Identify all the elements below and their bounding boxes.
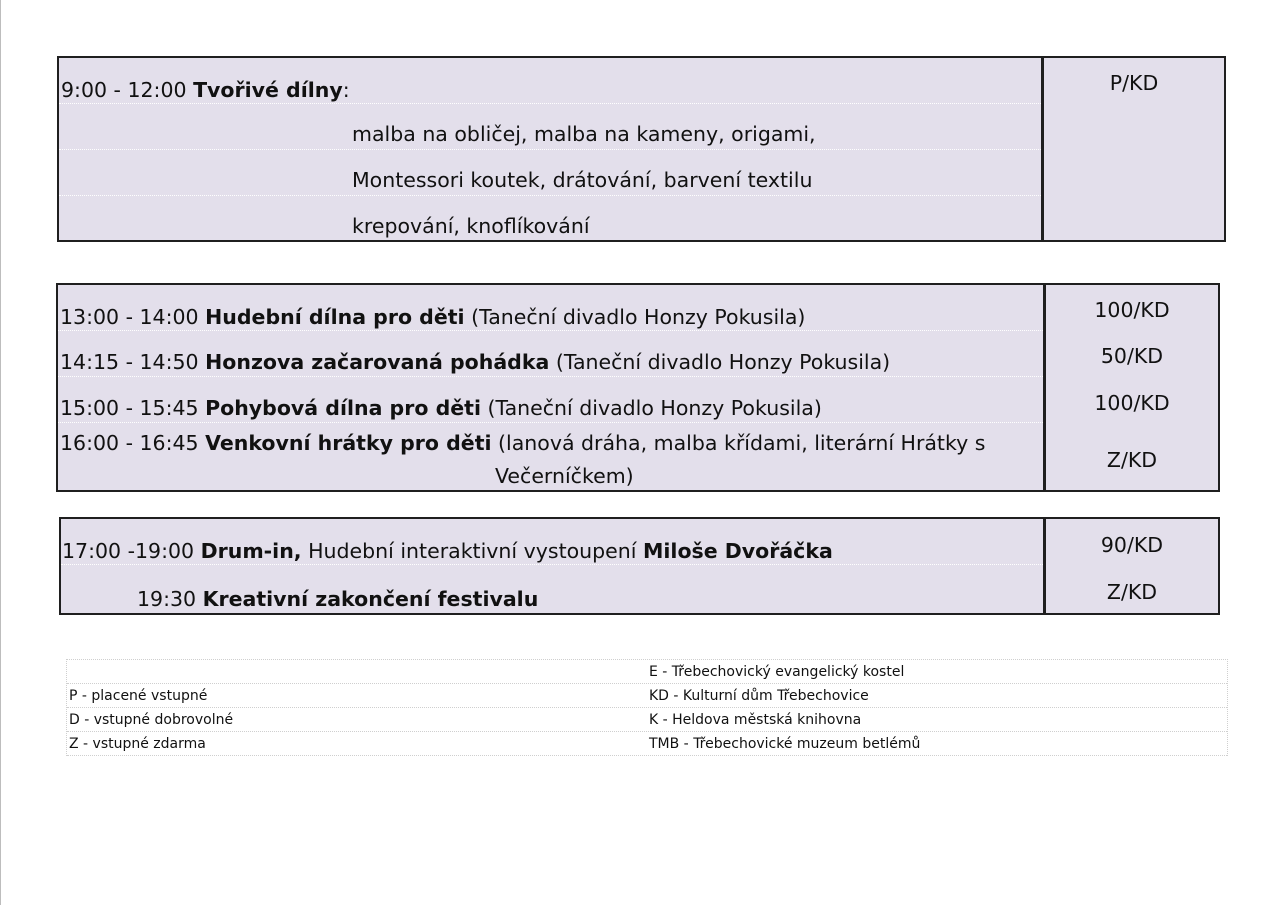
entry-title: Hudební dílna pro děti (205, 305, 465, 329)
entry-code: 90/KD (1100, 533, 1164, 557)
legend-row (67, 660, 1227, 684)
workshops-line-2: Montessori koutek, drátování, barvení textilu (352, 168, 813, 192)
workshops-header (61, 78, 350, 102)
entry-title: Venkovní hrátky pro děti (205, 431, 492, 455)
entry-venue: (lanová dráha, malba křídami, literární Hrátky s (491, 431, 986, 455)
schedule-entry-continued: Večerníčkem) (495, 464, 634, 488)
schedule-entry (62, 539, 833, 563)
entry-code: Z/KD (1106, 580, 1158, 604)
workshops-header-row (59, 58, 1041, 104)
schedule-row (58, 331, 1043, 377)
schedule-row (58, 423, 1043, 490)
entry-title: Pohybová dílna pro děti (205, 396, 481, 420)
schedule-row (58, 285, 1043, 331)
afternoon-block (56, 283, 1220, 492)
entry-time: 15:00 - 15:45 (60, 396, 206, 420)
schedule-entry (60, 350, 890, 374)
legend-venue: K - Heldova městská knihovna (649, 712, 862, 728)
schedule-entry (60, 431, 985, 455)
legend-row (67, 684, 1227, 708)
entry-code: 100/KD (1094, 391, 1170, 415)
workshops-line-row (59, 196, 1041, 240)
workshops-line-row (59, 104, 1041, 150)
workshops-colon: : (342, 78, 350, 102)
workshops-line-1: malba na obličej, malba na kameny, origami, (352, 122, 816, 146)
entry-code: 100/KD (1094, 298, 1170, 322)
entry-code: 50/KD (1100, 344, 1164, 368)
schedule-entry (137, 587, 538, 611)
legend-entry-fee: Z - vstupné zdarma (69, 736, 206, 752)
entry-time: 14:15 - 14:50 (60, 350, 206, 374)
schedule-entry (60, 305, 805, 329)
entry-description: Hudební interaktivní vystoupení (301, 539, 643, 563)
schedule-row (61, 519, 1043, 565)
legend-entry-fee: P - placené vstupné (69, 688, 208, 704)
entry-venue: (Taneční divadlo Honzy Pokusila) (549, 350, 891, 374)
entry-time: 19:30 (137, 587, 203, 611)
workshops-line-3: krepování, knoflíkování (352, 214, 590, 238)
entry-venue: (Taneční divadlo Honzy Pokusila) (464, 305, 806, 329)
entry-title: Kreativní zakončení festivalu (202, 587, 539, 611)
entry-time: 16:00 - 16:45 (60, 431, 206, 455)
workshops-title: Tvořivé dílny (193, 78, 343, 102)
entry-performer: Miloše Dvořáčka (642, 539, 833, 563)
entry-time: 13:00 - 14:00 (60, 305, 206, 329)
entry-title: Honzova začarovaná pohádka (205, 350, 550, 374)
legend-row (67, 732, 1227, 756)
page-edge (0, 0, 1, 905)
entry-venue: (Taneční divadlo Honzy Pokusila) (480, 396, 822, 420)
evening-block (59, 517, 1220, 615)
schedule-row (58, 377, 1043, 423)
entry-code: Z/KD (1106, 448, 1158, 472)
legend-table (66, 659, 1228, 756)
workshops-line-row (59, 150, 1041, 196)
entry-time: 17:00 -19:00 (62, 539, 201, 563)
entry-title: Drum-in, (200, 539, 302, 563)
workshops-block (57, 56, 1226, 242)
legend-venue: E - Třebechovický evangelický kostel (649, 664, 905, 680)
legend-venue: KD - Kulturní dům Třebechovice (649, 688, 869, 704)
workshops-time: 9:00 - 12:00 (61, 78, 194, 102)
schedule-entry (60, 396, 822, 420)
legend-row (67, 708, 1227, 732)
schedule-row (61, 565, 556, 613)
workshops-code: P/KD (1109, 71, 1159, 95)
legend-venue: TMB - Třebechovické muzeum betlémů (649, 736, 921, 752)
legend-entry-fee: D - vstupné dobrovolné (69, 712, 234, 728)
